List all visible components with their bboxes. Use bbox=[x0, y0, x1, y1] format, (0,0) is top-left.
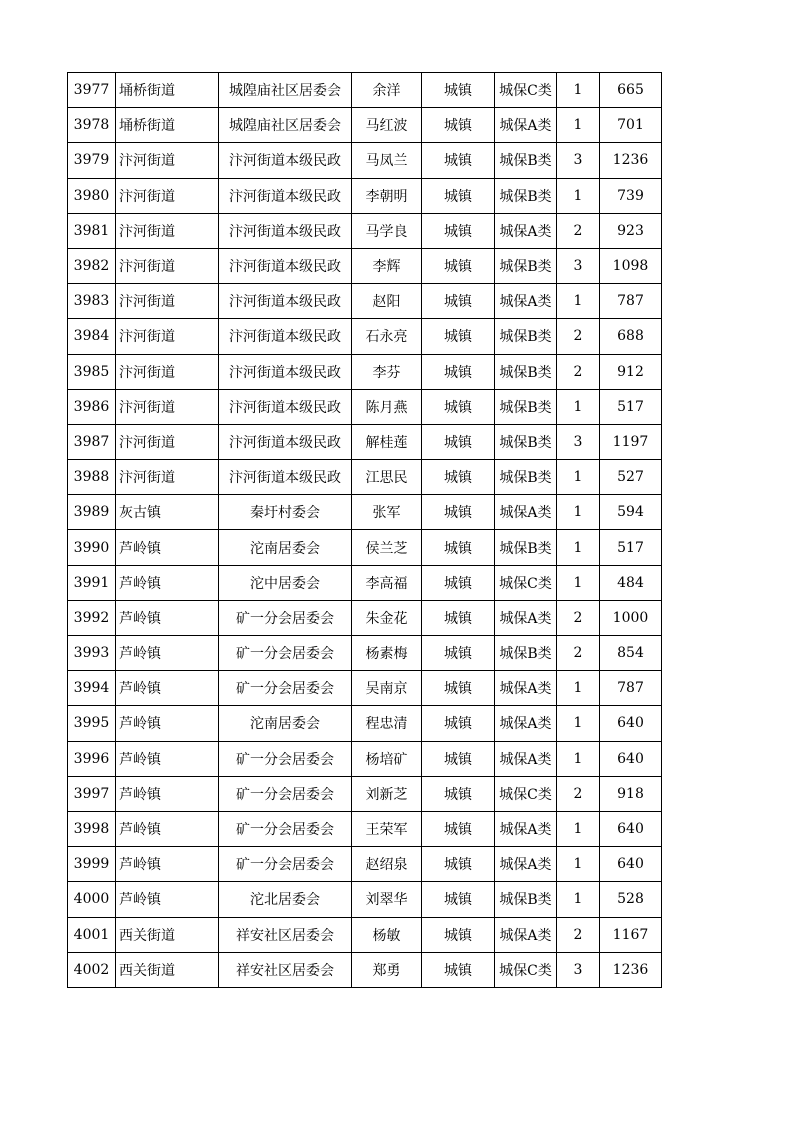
category-cell: 城保B类 bbox=[495, 319, 557, 354]
street-cell: 汴河街道 bbox=[116, 319, 219, 354]
area-cell: 城镇 bbox=[422, 882, 495, 917]
name-cell: 侯兰芝 bbox=[352, 530, 422, 565]
area-cell: 城镇 bbox=[422, 811, 495, 846]
name-cell: 马凤兰 bbox=[352, 143, 422, 178]
amount-cell: 640 bbox=[600, 741, 662, 776]
street-cell: 汴河街道 bbox=[116, 143, 219, 178]
street-cell: 汴河街道 bbox=[116, 284, 219, 319]
name-cell: 李辉 bbox=[352, 248, 422, 283]
row-id-cell: 3981 bbox=[68, 213, 116, 248]
row-id-cell: 3979 bbox=[68, 143, 116, 178]
name-cell: 杨素梅 bbox=[352, 636, 422, 671]
street-cell: 芦岭镇 bbox=[116, 671, 219, 706]
amount-cell: 517 bbox=[600, 530, 662, 565]
category-cell: 城保A类 bbox=[495, 671, 557, 706]
name-cell: 王荣军 bbox=[352, 811, 422, 846]
household-count-cell: 3 bbox=[557, 424, 600, 459]
category-cell: 城保B类 bbox=[495, 460, 557, 495]
amount-cell: 1197 bbox=[600, 424, 662, 459]
amount-cell: 640 bbox=[600, 847, 662, 882]
street-cell: 芦岭镇 bbox=[116, 565, 219, 600]
table-row bbox=[68, 460, 662, 495]
area-cell: 城镇 bbox=[422, 248, 495, 283]
table-row bbox=[68, 776, 662, 811]
amount-cell: 1236 bbox=[600, 952, 662, 987]
row-id-cell: 3987 bbox=[68, 424, 116, 459]
community-cell: 秦圩村委会 bbox=[219, 495, 352, 530]
category-cell: 城保A类 bbox=[495, 213, 557, 248]
table-row bbox=[68, 636, 662, 671]
amount-cell: 739 bbox=[600, 178, 662, 213]
area-cell: 城镇 bbox=[422, 284, 495, 319]
street-cell: 西关街道 bbox=[116, 952, 219, 987]
category-cell: 城保B类 bbox=[495, 389, 557, 424]
street-cell: 芦岭镇 bbox=[116, 847, 219, 882]
data-table bbox=[67, 72, 662, 988]
amount-cell: 854 bbox=[600, 636, 662, 671]
community-cell: 汴河街道本级民政 bbox=[219, 178, 352, 213]
street-cell: 汴河街道 bbox=[116, 424, 219, 459]
category-cell: 城保A类 bbox=[495, 284, 557, 319]
category-cell: 城保A类 bbox=[495, 847, 557, 882]
street-cell: 芦岭镇 bbox=[116, 811, 219, 846]
row-id-cell: 3992 bbox=[68, 600, 116, 635]
community-cell: 汴河街道本级民政 bbox=[219, 319, 352, 354]
category-cell: 城保A类 bbox=[495, 495, 557, 530]
household-count-cell: 1 bbox=[557, 73, 600, 108]
category-cell: 城保C类 bbox=[495, 952, 557, 987]
community-cell: 汴河街道本级民政 bbox=[219, 213, 352, 248]
table-row bbox=[68, 143, 662, 178]
street-cell: 灰古镇 bbox=[116, 495, 219, 530]
area-cell: 城镇 bbox=[422, 917, 495, 952]
area-cell: 城镇 bbox=[422, 424, 495, 459]
name-cell: 江思民 bbox=[352, 460, 422, 495]
category-cell: 城保B类 bbox=[495, 143, 557, 178]
community-cell: 城隍庙社区居委会 bbox=[219, 108, 352, 143]
street-cell: 芦岭镇 bbox=[116, 706, 219, 741]
area-cell: 城镇 bbox=[422, 530, 495, 565]
name-cell: 刘翠华 bbox=[352, 882, 422, 917]
table-row bbox=[68, 917, 662, 952]
name-cell: 李芬 bbox=[352, 354, 422, 389]
table-row bbox=[68, 671, 662, 706]
household-count-cell: 2 bbox=[557, 776, 600, 811]
row-id-cell: 3989 bbox=[68, 495, 116, 530]
row-id-cell: 3996 bbox=[68, 741, 116, 776]
community-cell: 汴河街道本级民政 bbox=[219, 354, 352, 389]
name-cell: 李朝明 bbox=[352, 178, 422, 213]
household-count-cell: 1 bbox=[557, 811, 600, 846]
household-count-cell: 1 bbox=[557, 847, 600, 882]
table-row bbox=[68, 600, 662, 635]
amount-cell: 701 bbox=[600, 108, 662, 143]
amount-cell: 1167 bbox=[600, 917, 662, 952]
name-cell: 余洋 bbox=[352, 73, 422, 108]
community-cell: 祥安社区居委会 bbox=[219, 952, 352, 987]
name-cell: 解桂莲 bbox=[352, 424, 422, 459]
table-row bbox=[68, 354, 662, 389]
amount-cell: 665 bbox=[600, 73, 662, 108]
street-cell: 芦岭镇 bbox=[116, 530, 219, 565]
community-cell: 汴河街道本级民政 bbox=[219, 143, 352, 178]
row-id-cell: 3978 bbox=[68, 108, 116, 143]
amount-cell: 484 bbox=[600, 565, 662, 600]
table-row bbox=[68, 213, 662, 248]
row-id-cell: 3982 bbox=[68, 248, 116, 283]
community-cell: 沱南居委会 bbox=[219, 706, 352, 741]
amount-cell: 594 bbox=[600, 495, 662, 530]
street-cell: 汴河街道 bbox=[116, 354, 219, 389]
street-cell: 芦岭镇 bbox=[116, 882, 219, 917]
row-id-cell: 3984 bbox=[68, 319, 116, 354]
amount-cell: 640 bbox=[600, 706, 662, 741]
community-cell: 矿一分会居委会 bbox=[219, 600, 352, 635]
amount-cell: 1236 bbox=[600, 143, 662, 178]
table-row bbox=[68, 108, 662, 143]
household-count-cell: 1 bbox=[557, 460, 600, 495]
amount-cell: 918 bbox=[600, 776, 662, 811]
category-cell: 城保B类 bbox=[495, 530, 557, 565]
category-cell: 城保A类 bbox=[495, 811, 557, 846]
community-cell: 祥安社区居委会 bbox=[219, 917, 352, 952]
amount-cell: 528 bbox=[600, 882, 662, 917]
amount-cell: 517 bbox=[600, 389, 662, 424]
name-cell: 杨培矿 bbox=[352, 741, 422, 776]
area-cell: 城镇 bbox=[422, 636, 495, 671]
amount-cell: 527 bbox=[600, 460, 662, 495]
row-id-cell: 3985 bbox=[68, 354, 116, 389]
street-cell: 西关街道 bbox=[116, 917, 219, 952]
amount-cell: 1098 bbox=[600, 248, 662, 283]
street-cell: 埇桥街道 bbox=[116, 108, 219, 143]
area-cell: 城镇 bbox=[422, 776, 495, 811]
household-count-cell: 1 bbox=[557, 741, 600, 776]
community-cell: 汴河街道本级民政 bbox=[219, 284, 352, 319]
street-cell: 汴河街道 bbox=[116, 213, 219, 248]
household-count-cell: 1 bbox=[557, 671, 600, 706]
household-count-cell: 3 bbox=[557, 248, 600, 283]
street-cell: 芦岭镇 bbox=[116, 741, 219, 776]
category-cell: 城保B类 bbox=[495, 354, 557, 389]
household-count-cell: 3 bbox=[557, 143, 600, 178]
household-count-cell: 3 bbox=[557, 952, 600, 987]
area-cell: 城镇 bbox=[422, 671, 495, 706]
street-cell: 汴河街道 bbox=[116, 178, 219, 213]
row-id-cell: 3993 bbox=[68, 636, 116, 671]
row-id-cell: 3990 bbox=[68, 530, 116, 565]
name-cell: 朱金花 bbox=[352, 600, 422, 635]
household-count-cell: 2 bbox=[557, 213, 600, 248]
name-cell: 郑勇 bbox=[352, 952, 422, 987]
amount-cell: 787 bbox=[600, 671, 662, 706]
table-row bbox=[68, 495, 662, 530]
area-cell: 城镇 bbox=[422, 389, 495, 424]
table-row bbox=[68, 284, 662, 319]
household-count-cell: 2 bbox=[557, 600, 600, 635]
name-cell: 吴南京 bbox=[352, 671, 422, 706]
name-cell: 陈月燕 bbox=[352, 389, 422, 424]
area-cell: 城镇 bbox=[422, 143, 495, 178]
area-cell: 城镇 bbox=[422, 495, 495, 530]
name-cell: 赵阳 bbox=[352, 284, 422, 319]
category-cell: 城保B类 bbox=[495, 248, 557, 283]
community-cell: 矿一分会居委会 bbox=[219, 636, 352, 671]
household-count-cell: 1 bbox=[557, 108, 600, 143]
household-count-cell: 1 bbox=[557, 530, 600, 565]
area-cell: 城镇 bbox=[422, 73, 495, 108]
area-cell: 城镇 bbox=[422, 354, 495, 389]
table-row bbox=[68, 248, 662, 283]
street-cell: 芦岭镇 bbox=[116, 776, 219, 811]
amount-cell: 688 bbox=[600, 319, 662, 354]
amount-cell: 787 bbox=[600, 284, 662, 319]
category-cell: 城保A类 bbox=[495, 741, 557, 776]
name-cell: 马学良 bbox=[352, 213, 422, 248]
household-count-cell: 1 bbox=[557, 389, 600, 424]
household-count-cell: 2 bbox=[557, 354, 600, 389]
household-count-cell: 1 bbox=[557, 882, 600, 917]
community-cell: 沱北居委会 bbox=[219, 882, 352, 917]
area-cell: 城镇 bbox=[422, 706, 495, 741]
area-cell: 城镇 bbox=[422, 213, 495, 248]
area-cell: 城镇 bbox=[422, 847, 495, 882]
row-id-cell: 3994 bbox=[68, 671, 116, 706]
amount-cell: 1000 bbox=[600, 600, 662, 635]
table-row bbox=[68, 706, 662, 741]
area-cell: 城镇 bbox=[422, 460, 495, 495]
household-count-cell: 1 bbox=[557, 178, 600, 213]
table-row bbox=[68, 319, 662, 354]
name-cell: 杨敏 bbox=[352, 917, 422, 952]
category-cell: 城保C类 bbox=[495, 565, 557, 600]
area-cell: 城镇 bbox=[422, 741, 495, 776]
row-id-cell: 3999 bbox=[68, 847, 116, 882]
category-cell: 城保A类 bbox=[495, 600, 557, 635]
category-cell: 城保C类 bbox=[495, 776, 557, 811]
community-cell: 汴河街道本级民政 bbox=[219, 424, 352, 459]
row-id-cell: 3980 bbox=[68, 178, 116, 213]
area-cell: 城镇 bbox=[422, 952, 495, 987]
community-cell: 矿一分会居委会 bbox=[219, 741, 352, 776]
name-cell: 赵绍泉 bbox=[352, 847, 422, 882]
household-count-cell: 2 bbox=[557, 917, 600, 952]
community-cell: 矿一分会居委会 bbox=[219, 776, 352, 811]
area-cell: 城镇 bbox=[422, 565, 495, 600]
household-count-cell: 1 bbox=[557, 565, 600, 600]
area-cell: 城镇 bbox=[422, 600, 495, 635]
community-cell: 汴河街道本级民政 bbox=[219, 389, 352, 424]
area-cell: 城镇 bbox=[422, 178, 495, 213]
category-cell: 城保B类 bbox=[495, 424, 557, 459]
community-cell: 沱南居委会 bbox=[219, 530, 352, 565]
area-cell: 城镇 bbox=[422, 108, 495, 143]
table-row bbox=[68, 389, 662, 424]
name-cell: 李高福 bbox=[352, 565, 422, 600]
table-row bbox=[68, 741, 662, 776]
table-row bbox=[68, 424, 662, 459]
row-id-cell: 3991 bbox=[68, 565, 116, 600]
table-row bbox=[68, 882, 662, 917]
community-cell: 沱中居委会 bbox=[219, 565, 352, 600]
name-cell: 程忠清 bbox=[352, 706, 422, 741]
category-cell: 城保C类 bbox=[495, 73, 557, 108]
street-cell: 汴河街道 bbox=[116, 460, 219, 495]
household-count-cell: 1 bbox=[557, 495, 600, 530]
household-count-cell: 1 bbox=[557, 706, 600, 741]
row-id-cell: 4001 bbox=[68, 917, 116, 952]
category-cell: 城保B类 bbox=[495, 636, 557, 671]
table-row bbox=[68, 178, 662, 213]
category-cell: 城保B类 bbox=[495, 178, 557, 213]
row-id-cell: 4002 bbox=[68, 952, 116, 987]
street-cell: 芦岭镇 bbox=[116, 636, 219, 671]
row-id-cell: 3997 bbox=[68, 776, 116, 811]
row-id-cell: 3977 bbox=[68, 73, 116, 108]
household-count-cell: 1 bbox=[557, 284, 600, 319]
category-cell: 城保A类 bbox=[495, 917, 557, 952]
street-cell: 汴河街道 bbox=[116, 248, 219, 283]
row-id-cell: 3983 bbox=[68, 284, 116, 319]
street-cell: 汴河街道 bbox=[116, 389, 219, 424]
table-row bbox=[68, 811, 662, 846]
community-cell: 矿一分会居委会 bbox=[219, 847, 352, 882]
name-cell: 马红波 bbox=[352, 108, 422, 143]
row-id-cell: 4000 bbox=[68, 882, 116, 917]
community-cell: 城隍庙社区居委会 bbox=[219, 73, 352, 108]
row-id-cell: 3988 bbox=[68, 460, 116, 495]
household-count-cell: 2 bbox=[557, 319, 600, 354]
area-cell: 城镇 bbox=[422, 319, 495, 354]
street-cell: 芦岭镇 bbox=[116, 600, 219, 635]
street-cell: 埇桥街道 bbox=[116, 73, 219, 108]
category-cell: 城保A类 bbox=[495, 108, 557, 143]
category-cell: 城保B类 bbox=[495, 882, 557, 917]
table-row bbox=[68, 73, 662, 108]
community-cell: 矿一分会居委会 bbox=[219, 671, 352, 706]
household-count-cell: 2 bbox=[557, 636, 600, 671]
community-cell: 矿一分会居委会 bbox=[219, 811, 352, 846]
name-cell: 刘新芝 bbox=[352, 776, 422, 811]
table-row bbox=[68, 530, 662, 565]
table-row bbox=[68, 565, 662, 600]
row-id-cell: 3995 bbox=[68, 706, 116, 741]
table-row bbox=[68, 952, 662, 987]
community-cell: 汴河街道本级民政 bbox=[219, 248, 352, 283]
community-cell: 汴河街道本级民政 bbox=[219, 460, 352, 495]
category-cell: 城保A类 bbox=[495, 706, 557, 741]
row-id-cell: 3986 bbox=[68, 389, 116, 424]
table-row bbox=[68, 847, 662, 882]
amount-cell: 912 bbox=[600, 354, 662, 389]
row-id-cell: 3998 bbox=[68, 811, 116, 846]
name-cell: 石永亮 bbox=[352, 319, 422, 354]
name-cell: 张军 bbox=[352, 495, 422, 530]
table-body bbox=[68, 73, 662, 988]
amount-cell: 640 bbox=[600, 811, 662, 846]
amount-cell: 923 bbox=[600, 213, 662, 248]
